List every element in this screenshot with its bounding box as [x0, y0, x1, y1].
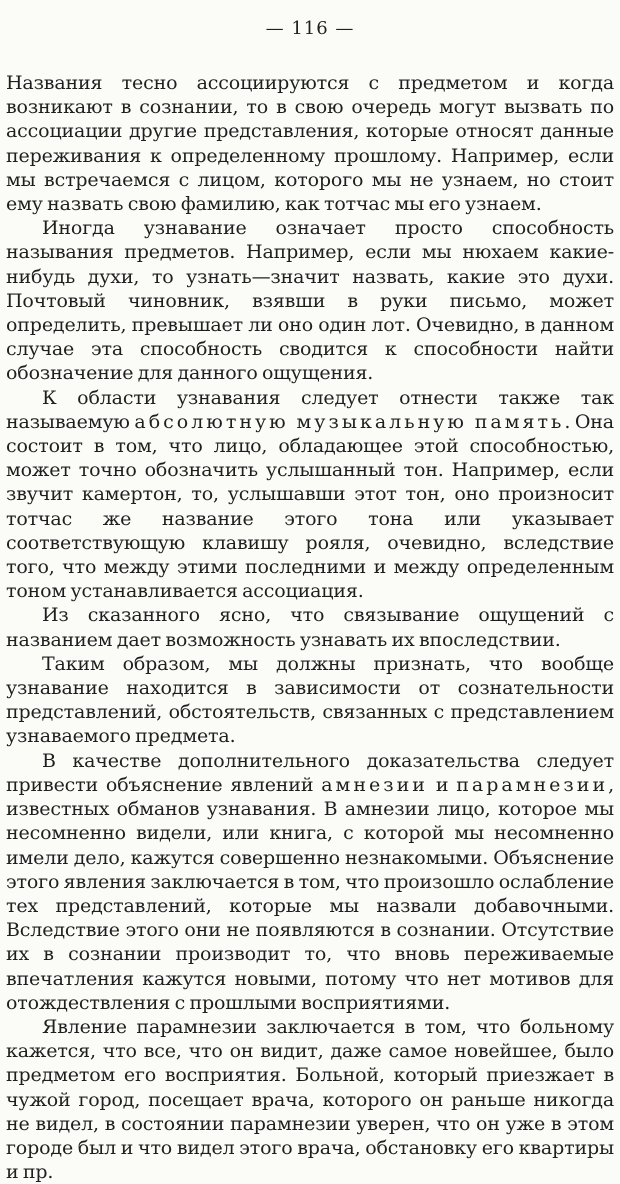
text-segment: , известных обманов узнавания. В амнезии лицо, которое мы несомненно видели, или книга, с которой мы несомненно имели дело, кажутся совершенно незнакомыми. Объяснение этого явления заключается в том, что произошло ослабление тех представлений, которые мы назвали добавочными. Вследствие этого они не появляются в сознании. Отсутствие их в сознании производит то, что вновь переживаемые впечатления кажутся новыми, потому что нет мотивов для отождествления с прошлыми восприятиями.: [6, 773, 614, 1014]
text-segment: К области узнавания следует отнести также так называемую: [6, 386, 614, 433]
text-segment: Иногда узнавание означает просто способность называния предметов. Например, если мы нюхаем какие-нибудь духи, то узнать—значит назвать, какие это духи. Почтовый чиновник, взявши в руки письмо, может определить, превышает ли оно один лот. Очевидно, в данном случае эта способность сводится к способности найти обозначение для данного ощущения.: [6, 217, 614, 385]
text-segment: Названия тесно ассоциируются с предметом и когда возникают в сознании, то в свою очередь могут вызвать по ассоциации другие представления, которые относят данные переживания к определенному прошлому. Например, если мы встречаемся с лицом, которого мы не узнаем, но стоит ему назвать свою фамилию, как тотчас мы его узнаем.: [6, 72, 614, 216]
paragraph-p7: [6, 1015, 614, 1184]
text-segment: Таким образом, мы должны признать, что вообще узнавание находится в зависимости от сознательности представлений, обстоятельств, связанных с представлением узнаваемого предмета.: [6, 652, 614, 748]
text-body: [6, 71, 614, 1184]
paragraph-p5: [6, 652, 614, 749]
emphasized-term: абсолютную музыкальную память: [134, 410, 565, 433]
text-segment: и: [427, 773, 457, 796]
text-segment: Из сказанного ясно, что связывание ощущений с названием дает возможность узнавать их впоследствии.: [6, 604, 614, 651]
paragraph-p3: [6, 386, 614, 604]
emphasized-term: парамнезии: [456, 773, 609, 796]
page-number: — 116 —: [265, 18, 355, 39]
text-segment: В качестве дополнительного доказательства следует привести объяснение явлений: [6, 749, 614, 796]
text-segment: . Она состоит в том, что лицо, обладающее этой способностью, может точно обозначить услышанный тон. Например, если звучит камертон, то, услышавши этот тон, оно произносит тотчас же название этого тона или указывает соответствующую клавишу рояля, очевидно, вследствие того, что между этими последними и между определенным тоном устанавливается ассоциация.: [6, 410, 614, 603]
paragraph-p2: [6, 216, 614, 385]
text-segment: Явление парамнезии заключается в том, что больному кажется, что все, что он видит, даже самое новейшее, было предметом его восприятия. Больной, который приезжает в чужой город, посещает врача, которого он раньше никогда не видел, в состоянии парамнезии уверен, что он уже в этом городе был и что видел этого врача, обстановку его квартиры и пр.: [6, 1015, 614, 1184]
paragraph-p6: [6, 749, 614, 1015]
paragraph-p1: [6, 71, 614, 216]
emphasized-term: амнезии: [321, 773, 428, 796]
paragraph-p4: [6, 603, 614, 651]
